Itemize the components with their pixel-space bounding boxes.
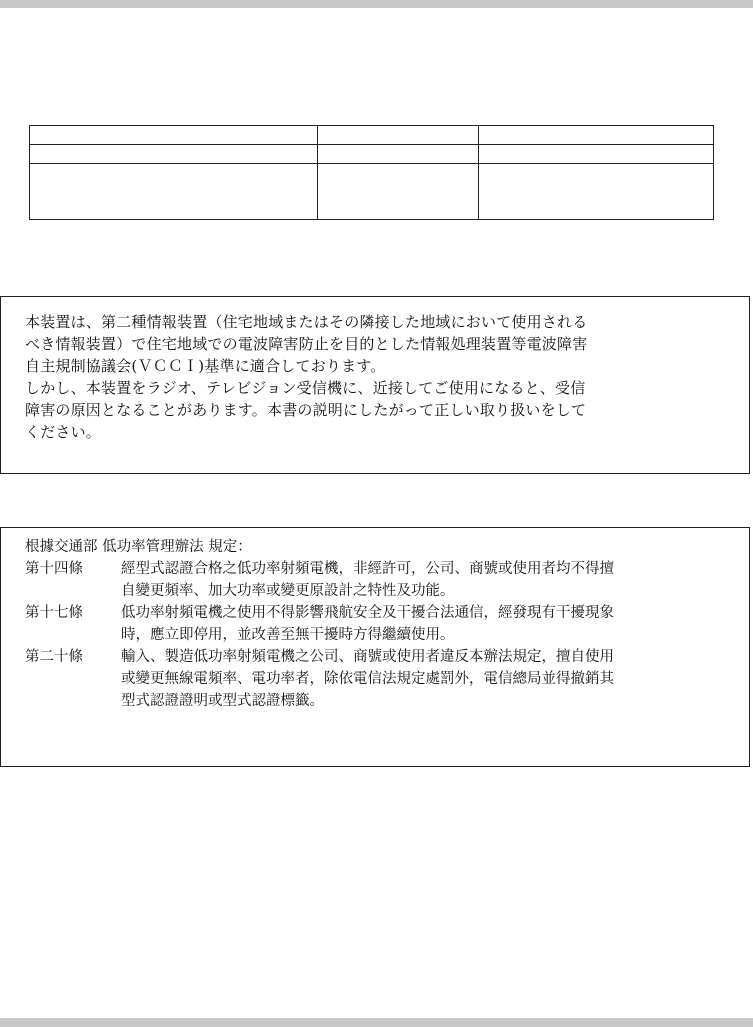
table-cell [318, 145, 479, 164]
vcci-notice-box [0, 296, 750, 474]
notice-line: 障害の原因となることがあります。本書の説明にしたがって正しい取り扱いをして [25, 401, 587, 419]
article-line: 低功率射頻電機之使用不得影響飛航安全及干擾合法通信，經發現有干擾現象 [121, 605, 614, 621]
top-header-bar [0, 0, 753, 8]
article-label: 第十四條 [25, 561, 83, 577]
notice-line: ください。 [25, 423, 102, 441]
table-row [30, 164, 714, 220]
taiwan-notice-box [0, 527, 750, 767]
article-14 [25, 558, 725, 602]
table-cell [479, 145, 714, 164]
article-line: 輸入、製造低功率射頻電機之公司、商號或使用者違反本辦法規定，擅自使用 [121, 649, 614, 665]
notice-line: べき情報装置）で住宅地域での電波障害防止を目的とした情報処理装置等電波障害 [25, 335, 588, 353]
article-label: 第十七條 [25, 605, 83, 621]
taiwan-notice-intro: 根據交通部 低功率管理辦法 規定： [25, 539, 252, 555]
table-cell [479, 164, 714, 220]
table-cell [30, 145, 318, 164]
article-line: 經型式認證合格之低功率射頻電機，非經許可，公司、商號或使用者均不得擅 [121, 561, 614, 577]
notice-line: 自主規制協議会(ＶＣＣＩ)基準に適合しております。 [25, 357, 386, 375]
table-row [30, 145, 714, 164]
article-line: 型式認證證明或型式認證標籤。 [121, 693, 324, 709]
article-line: 或變更無線電頻率、電功率者，除依電信法規定處罰外，電信總局並得撤銷其 [121, 671, 614, 687]
taiwan-notice-text [25, 536, 725, 712]
article-17 [25, 602, 725, 646]
article-label: 第二十條 [25, 649, 83, 665]
article-20 [25, 646, 725, 712]
article-line: 時，應立即停用，並改善至無干擾時方得繼續使用。 [121, 627, 455, 643]
table-cell [30, 126, 318, 145]
vcci-notice-text [25, 311, 685, 443]
table-cell [30, 164, 318, 220]
bottom-footer-bar [0, 1018, 753, 1027]
table-cell [318, 126, 479, 145]
table-row [30, 126, 714, 145]
empty-table [29, 125, 714, 220]
notice-line: しかし、本装置をラジオ、テレビジョン受信機に、近接してご使用になると、受信 [25, 379, 586, 397]
table-cell [479, 126, 714, 145]
article-line: 自變更頻率、加大功率或變更原設計之特性及功能。 [121, 583, 455, 599]
table-cell [318, 164, 479, 220]
notice-line: 本装置は、第二種情報装置（住宅地域またはその隣接した地域において使用される [25, 313, 588, 331]
